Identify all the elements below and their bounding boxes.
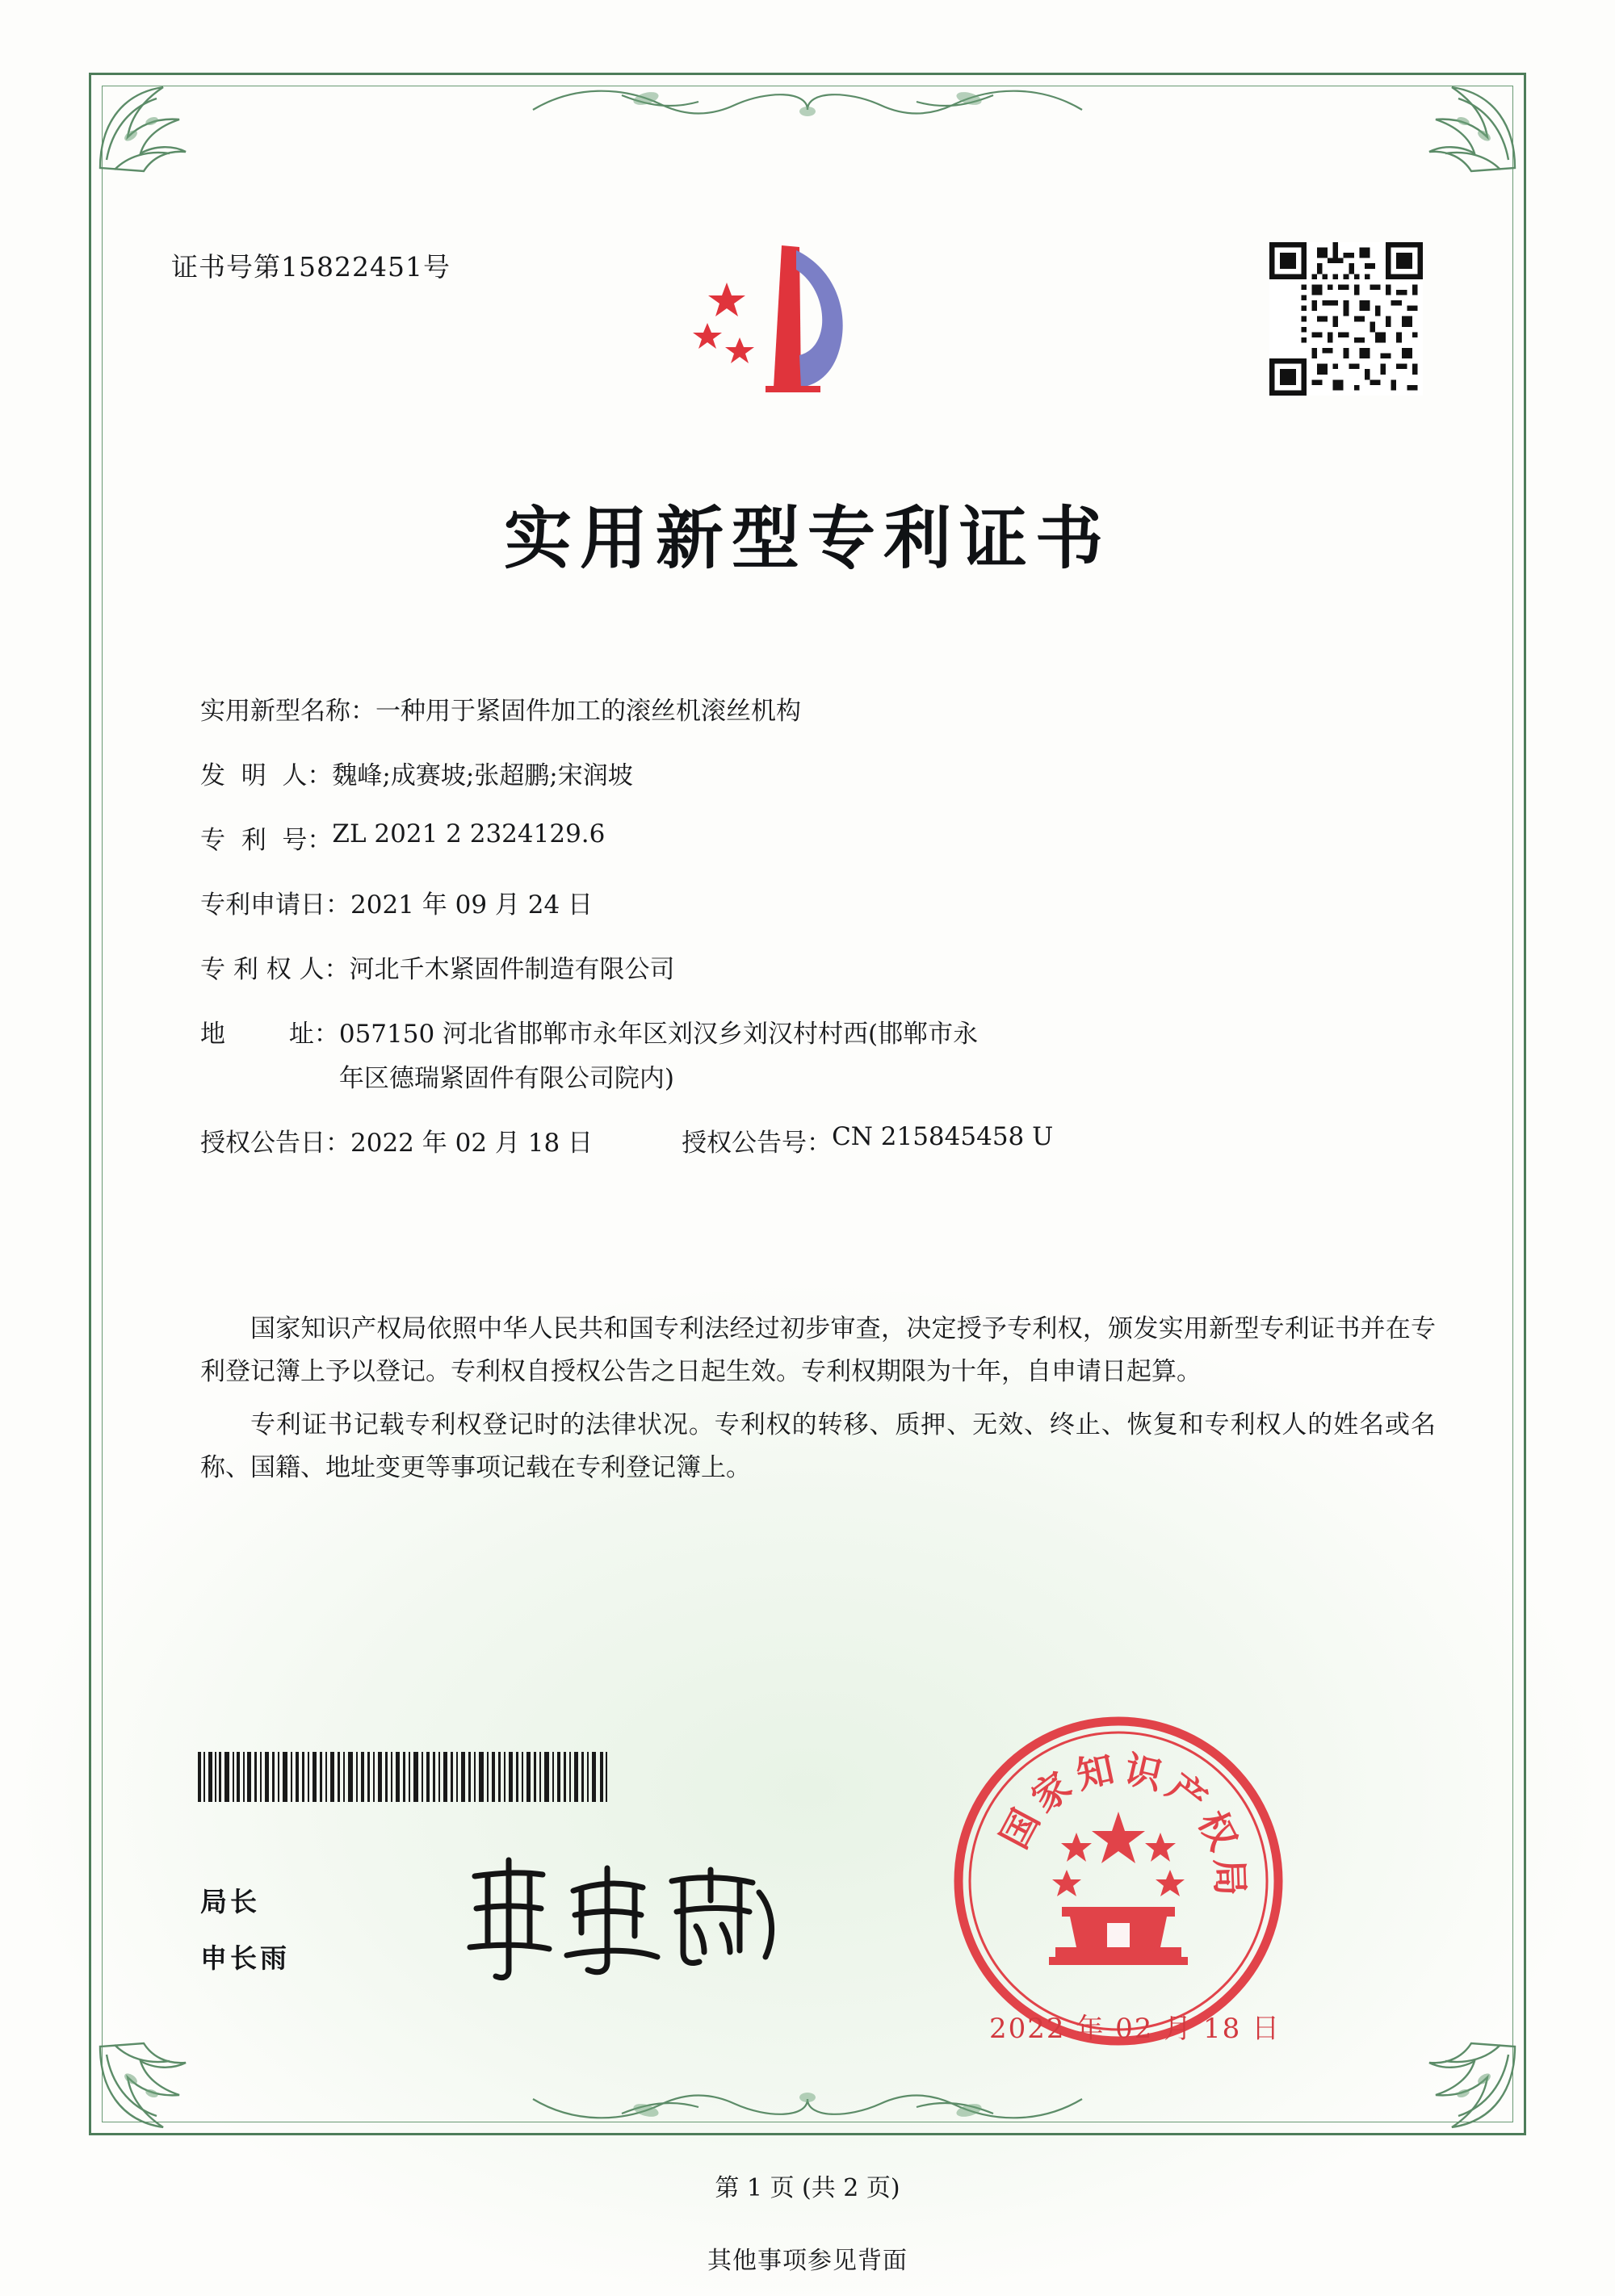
field-patentee bbox=[200, 949, 1428, 985]
field-patent-number bbox=[200, 819, 1428, 856]
svg-text:家: 家 bbox=[1023, 1763, 1080, 1821]
certificate-number: 证书号第15822451号 bbox=[171, 251, 451, 283]
cnipa-logo-icon bbox=[678, 234, 888, 420]
svg-text:国: 国 bbox=[992, 1802, 1048, 1856]
field-value-line2: 年区德瑞紧固件有限公司院内) bbox=[338, 1064, 674, 1093]
official-seal bbox=[949, 1712, 1288, 2051]
director-handwritten-signature bbox=[452, 1849, 791, 1986]
paragraph-1: 国家知识产权局依照中华人民共和国专利法经过初步审查，决定授予专利权，颁发实用新型专利证书并在专利登记簿上予以登记。专利权自授权公告之日起生效。专利权期限为十年，自申请日起算。 bbox=[200, 1314, 1436, 1387]
page-indicator: 第 1 页 (共 2 页) bbox=[715, 2174, 900, 2202]
field-value: 河北千木紧固件制造有限公司 bbox=[349, 955, 675, 984]
field-application-date bbox=[200, 884, 1428, 920]
fields-block bbox=[200, 690, 1428, 1187]
field-utility-model-name bbox=[200, 690, 1428, 727]
bottom-flourish-icon bbox=[525, 2075, 1090, 2131]
paragraph-2: 专利证书记载专利权登记时的法律状况。专利权的转移、质押、无效、终止、恢复和专利权人的姓名或名称、国籍、地址变更等事项记载在专利登记簿上。 bbox=[200, 1410, 1436, 1482]
seal-date: 2022 年 02 月 18 日 bbox=[989, 2013, 1282, 2045]
field-value: 魏峰;成赛坡;张超鹏;宋润坡 bbox=[332, 761, 633, 790]
field-value-line1: 057150 河北省邯郸市永年区刘汉乡刘汉村村西(邯郸市永 bbox=[338, 1020, 979, 1049]
field-value-wrap bbox=[339, 1013, 1428, 1094]
svg-text:识: 识 bbox=[1120, 1747, 1167, 1799]
field-label: 地 址： bbox=[200, 1020, 339, 1049]
top-flourish-icon bbox=[525, 78, 1090, 134]
field-inventors bbox=[200, 755, 1428, 791]
patent-barcode bbox=[198, 1752, 610, 1802]
director-title-label: 局长 bbox=[200, 1886, 260, 1917]
backside-note: 其他事项参见背面 bbox=[707, 2247, 908, 2275]
field-label: 专 利 权 人： bbox=[200, 955, 350, 984]
field-label: 发 明 人： bbox=[200, 761, 333, 790]
field-address bbox=[200, 1013, 1428, 1094]
field-label: 专利申请日： bbox=[200, 890, 350, 920]
field-grant-row bbox=[200, 1122, 1428, 1158]
legal-text-block bbox=[200, 1308, 1436, 1499]
field-value: 2021 年 09 月 24 日 bbox=[350, 890, 594, 920]
director-name: 申长雨 bbox=[200, 1942, 290, 1974]
svg-text:知: 知 bbox=[1072, 1746, 1118, 1798]
svg-text:产: 产 bbox=[1159, 1764, 1215, 1822]
announcement-number-label: 授权公告号： bbox=[682, 1129, 833, 1158]
announcement-date-value: 2022 年 02 月 18 日 bbox=[350, 1129, 594, 1158]
field-value: ZL 2021 2 2324129.6 bbox=[332, 819, 606, 848]
announcement-number-value: CN 215845458 U bbox=[832, 1122, 1054, 1151]
svg-text:局: 局 bbox=[1207, 1858, 1252, 1897]
announcement-date-label: 授权公告日： bbox=[200, 1129, 350, 1158]
field-value: 一种用于紧固件加工的滚丝机滚丝机构 bbox=[375, 697, 801, 726]
verification-qr-code[interactable] bbox=[1269, 242, 1423, 396]
field-label: 专 利 号： bbox=[200, 826, 333, 855]
field-label: 实用新型名称： bbox=[200, 697, 375, 726]
svg-text:权: 权 bbox=[1189, 1804, 1246, 1858]
page-title: 实用新型专利证书 bbox=[503, 498, 1111, 578]
